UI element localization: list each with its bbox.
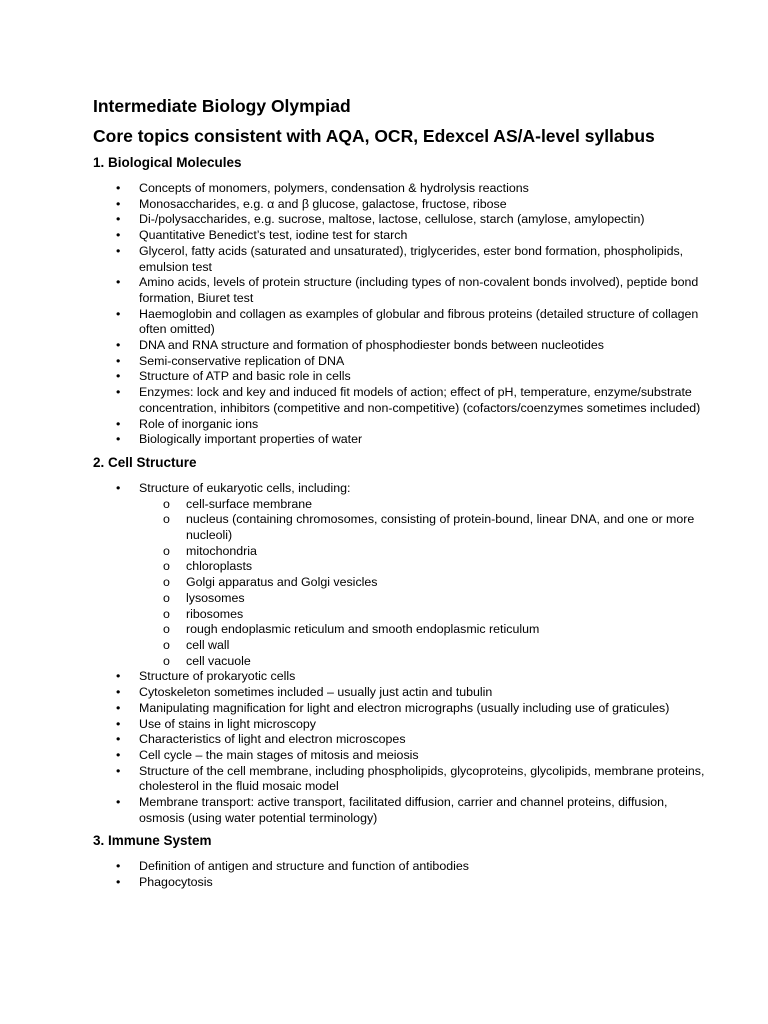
- sublist-item: o rough endoplasmic reticulum and smooth endoplasmic reticulum: [139, 622, 708, 638]
- section-heading-immune-system: 3. Immune System: [93, 833, 212, 849]
- cell-structure-list: [93, 481, 708, 826]
- section-heading-cell-structure: 2. Cell Structure: [93, 454, 197, 470]
- list-item: • Structure of prokaryotic cells: [93, 669, 708, 685]
- list-item: • Characteristics of light and electron microscopes: [93, 732, 708, 748]
- list-item: • Use of stains in light microscopy: [93, 717, 708, 733]
- list-item: • Phagocytosis: [93, 875, 708, 891]
- list-item: • Glycerol, fatty acids (saturated and unsaturated), triglycerides, ester bond formation, phospholipids, emulsion test: [93, 244, 708, 275]
- sublist-item: o Golgi apparatus and Golgi vesicles: [139, 575, 708, 591]
- list-item: • Cell cycle – the main stages of mitosis and meiosis: [93, 748, 708, 764]
- document-title: Intermediate Biology Olympiad: [93, 96, 351, 116]
- sublist-item: o nucleus (containing chromosomes, consisting of protein-bound, linear DNA, and one or more nucleoli): [139, 512, 708, 543]
- list-item: • Biologically important properties of water: [93, 432, 708, 448]
- list-item: • Structure of the cell membrane, including phospholipids, glycoproteins, glycolipids, membrane proteins, cholesterol in the fluid mosaic model: [93, 764, 708, 795]
- list-item: • Manipulating magnification for light and electron micrographs (usually including use of graticules): [93, 701, 708, 717]
- list-item: • Membrane transport: active transport, facilitated diffusion, carrier and channel proteins, diffusion, osmosis (using water potential terminology): [93, 795, 708, 826]
- list-item: • Amino acids, levels of protein structure (including types of non-covalent bonds involved), peptide bond formation, Biuret test: [93, 275, 708, 306]
- sublist-item: o mitochondria: [139, 544, 708, 560]
- list-item: • Di-/polysaccharides, e.g. sucrose, maltose, lactose, cellulose, starch (amylose, amylopectin): [93, 212, 708, 228]
- list-item: • Haemoglobin and collagen as examples of globular and fibrous proteins (detailed structure of collagen often omitted): [93, 307, 708, 338]
- list-item: • Quantitative Benedict’s test, iodine test for starch: [93, 228, 708, 244]
- list-item: • Cytoskeleton sometimes included – usually just actin and tubulin: [93, 685, 708, 701]
- sublist-item: o cell vacuole: [139, 654, 708, 670]
- list-item: • DNA and RNA structure and formation of phosphodiester bonds between nucleotides: [93, 338, 708, 354]
- sublist-item: o cell wall: [139, 638, 708, 654]
- document-subtitle: Core topics consistent with AQA, OCR, Edexcel AS/A-level syllabus: [93, 126, 655, 146]
- sublist-item: o cell-surface membrane: [139, 497, 708, 513]
- list-item: • Semi-conservative replication of DNA: [93, 354, 708, 370]
- sublist-item: o ribosomes: [139, 607, 708, 623]
- eukaryotic-organelles-sublist: [139, 497, 708, 670]
- list-item: • Structure of ATP and basic role in cells: [93, 369, 708, 385]
- list-item: • Monosaccharides, e.g. α and β glucose, galactose, fructose, ribose: [93, 197, 708, 213]
- list-item: [93, 481, 708, 669]
- list-item-text: Structure of eukaryotic cells, including:: [139, 480, 351, 495]
- list-item: • Definition of antigen and structure and function of antibodies: [93, 859, 708, 875]
- list-item: • Role of inorganic ions: [93, 417, 708, 433]
- sublist-item: o lysosomes: [139, 591, 708, 607]
- sublist-item: o chloroplasts: [139, 559, 708, 575]
- biological-molecules-list: [93, 181, 708, 448]
- immune-system-list: [93, 859, 708, 890]
- section-heading-biological-molecules: 1. Biological Molecules: [93, 155, 242, 170]
- list-item: • Enzymes: lock and key and induced fit models of action; effect of pH, temperature, enzyme/substrate concentration, inhibitors (competitive and non-competitive) (cofactors/coenzymes sometimes included): [93, 385, 708, 416]
- list-item: • Concepts of monomers, polymers, condensation & hydrolysis reactions: [93, 181, 708, 197]
